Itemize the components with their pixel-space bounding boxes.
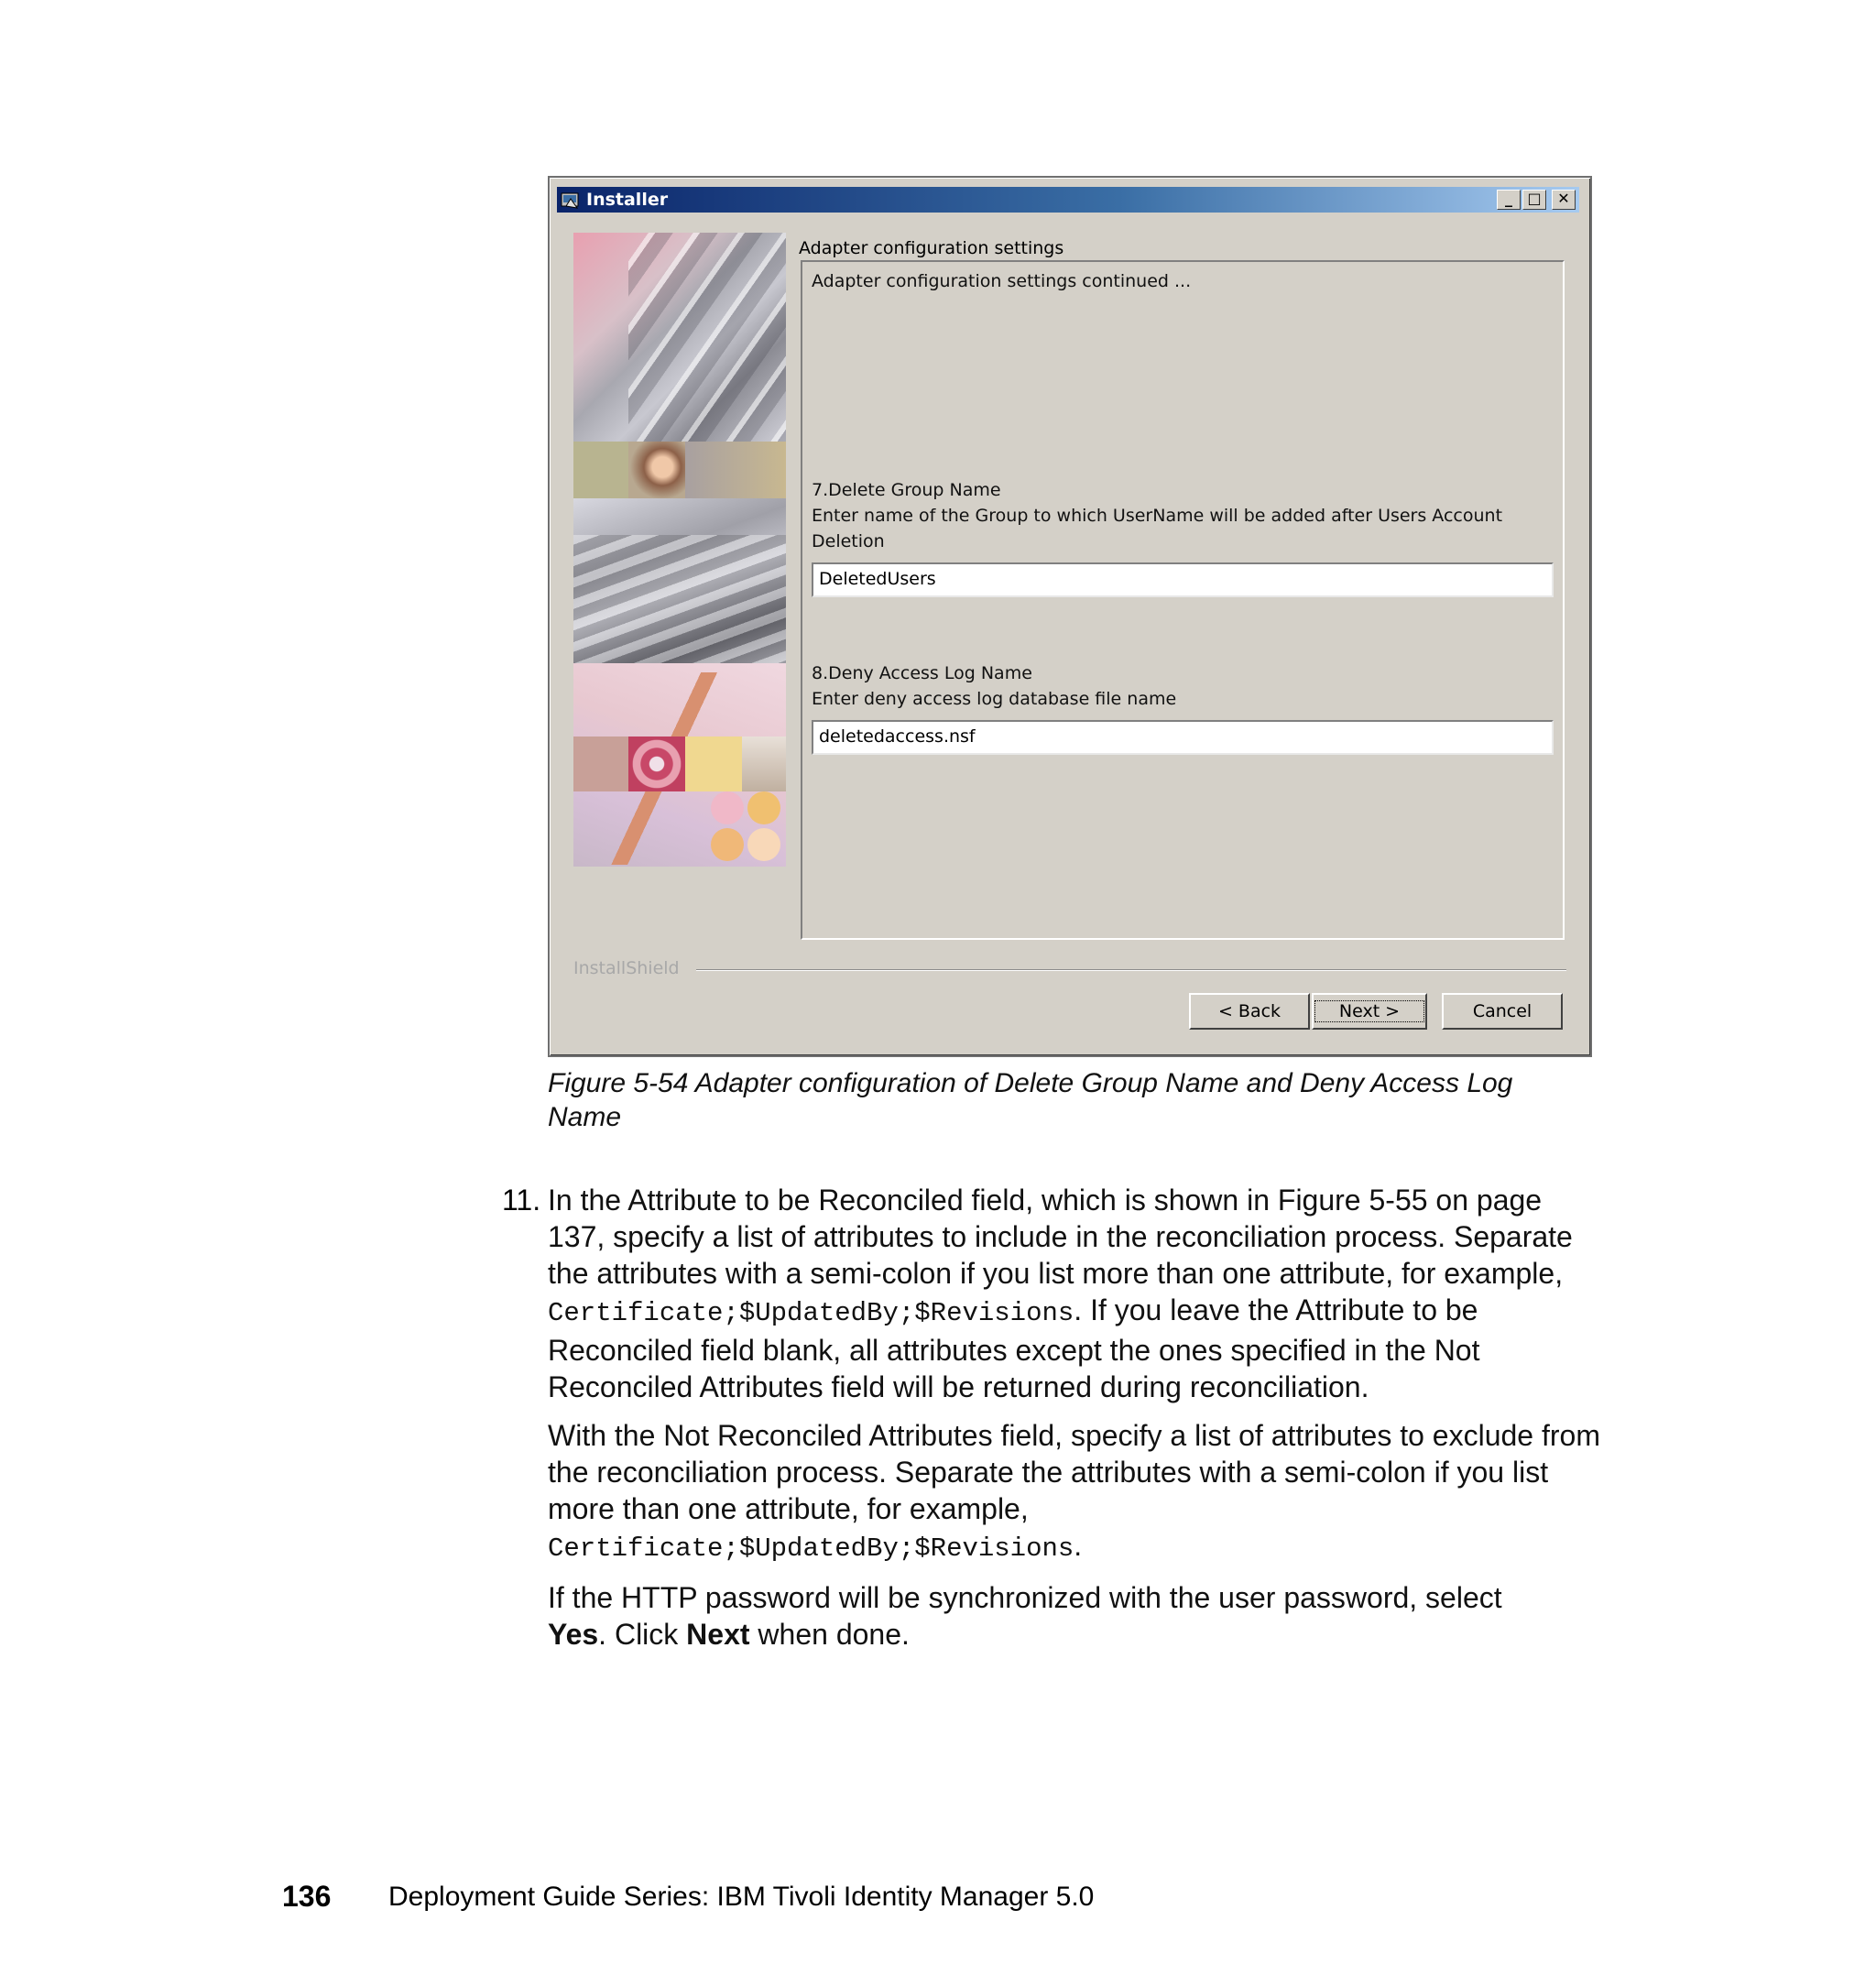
p3-yes: Yes [548, 1618, 599, 1651]
p3-text-c: when done. [749, 1618, 910, 1651]
window-title: Installer [586, 190, 669, 210]
deny-access-title: 8.Deny Access Log Name [812, 663, 1032, 683]
art-circle-4 [747, 828, 780, 861]
settings-panel [801, 260, 1565, 940]
p2-code: Certificate;$UpdatedBy;$Revisions [548, 1533, 1074, 1564]
installer-window [548, 176, 1592, 1057]
panel-intro-text: Adapter configuration settings continued ... [812, 271, 1192, 291]
close-button[interactable]: ✕ [1552, 190, 1576, 210]
art-circle-1 [711, 791, 744, 824]
delete-group-title: 7.Delete Group Name [812, 480, 1001, 500]
minimize-button[interactable]: _ [1497, 190, 1521, 210]
installer-app-icon [561, 190, 581, 210]
p1-text-a: In the Attribute to be Reconciled field, which is shown in Figure 5-55 on page 137, specify a list of attributes to include in the reconciliation process. Separate the attributes with a semi-colon if you list more than one attribute, for example, [548, 1184, 1573, 1290]
figure-caption [548, 1066, 1601, 1134]
delete-group-description-cont: Deletion [812, 531, 885, 551]
p2-text-a: With the Not Reconciled Attributes field, specify a list of attributes to exclude from the reconciliation process. Separate the attributes with a semi-colon if you list more than one attribute, for example, [548, 1419, 1600, 1525]
step-paragraph-3 [548, 1579, 1601, 1653]
art-circle-3 [711, 828, 744, 861]
p3-next: Next [686, 1618, 750, 1651]
title-bar[interactable] [557, 187, 1579, 213]
installshield-brand: InstallShield [573, 958, 680, 978]
figure-caption-line2: Name [548, 1102, 622, 1132]
page-number: 136 [282, 1880, 332, 1913]
cancel-button[interactable]: Cancel [1442, 993, 1563, 1030]
deny-access-description: Enter deny access log database file name [812, 689, 1177, 709]
art-figure-tile [742, 737, 786, 791]
installer-side-image [573, 233, 786, 867]
next-button[interactable] [1312, 993, 1427, 1030]
brand-divider [696, 969, 1566, 971]
footer-title: Deployment Guide Series: IBM Tivoli Identity Manager 5.0 [388, 1882, 1095, 1912]
art-pink-tile [573, 737, 628, 791]
delete-group-description: Enter name of the Group to which UserName will be added after Users Account [812, 506, 1503, 526]
art-road-stripes [628, 233, 786, 442]
art-gradient-tile [685, 442, 786, 498]
p3-text-a: If the HTTP password will be synchronized with the user password, select [548, 1581, 1502, 1614]
art-olive-tile [573, 442, 628, 498]
p3-text-b: . Click [598, 1618, 687, 1651]
maximize-button[interactable]: □ [1522, 190, 1546, 210]
p1-code: Certificate;$UpdatedBy;$Revisions [548, 1298, 1074, 1328]
step-number: 11. [502, 1184, 541, 1217]
art-yellow-tile [685, 737, 742, 791]
figure-caption-line1: Figure 5-54 Adapter configuration of Delete Group Name and Deny Access Log [548, 1068, 1513, 1098]
step-paragraph-2 [548, 1417, 1601, 1567]
delete-group-name-input[interactable]: DeletedUsers [812, 562, 1554, 597]
art-circle-2 [747, 791, 780, 824]
p1-text-b: . If you leave the Attribute to be Reconciled field blank, all attributes except the ones specified in the Not Reconciled Attributes field will be returned during reconciliation. [548, 1293, 1480, 1403]
art-keys-stripes [573, 535, 786, 663]
step-paragraph-1 [548, 1182, 1601, 1405]
section-label: Adapter configuration settings [799, 238, 1064, 258]
p2-text-b: . [1074, 1529, 1083, 1562]
deny-access-log-input[interactable]: deletedaccess.nsf [812, 720, 1554, 755]
art-face-tile [628, 442, 685, 498]
art-pattern-tile [628, 737, 685, 791]
next-button-label: Next > [1315, 1001, 1423, 1021]
back-button[interactable]: < Back [1189, 993, 1310, 1030]
